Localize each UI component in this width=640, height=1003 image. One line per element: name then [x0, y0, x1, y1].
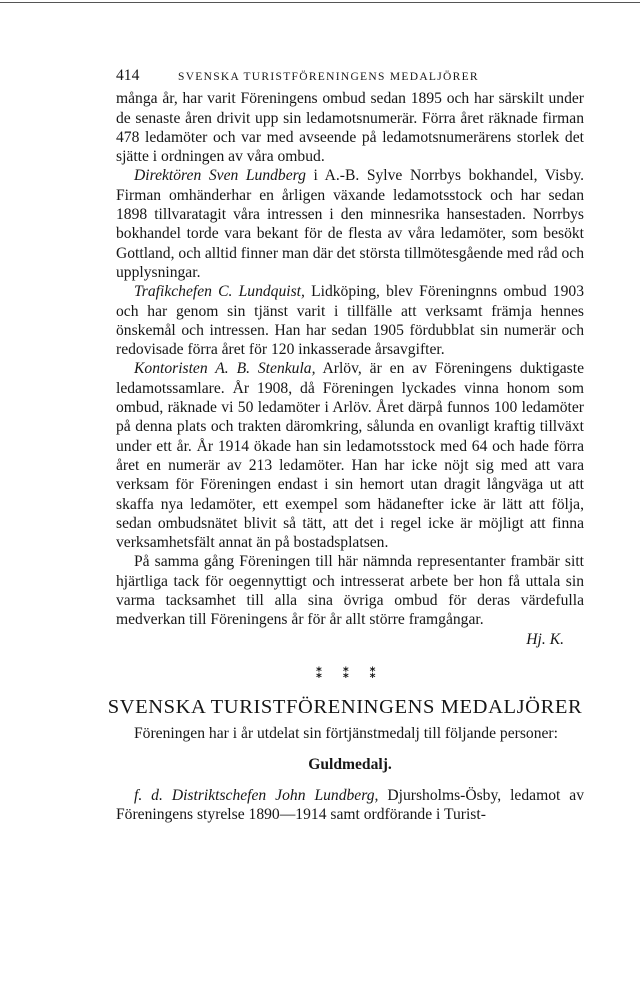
entry-lead: f. d. Distriktschefen John Lundberg, — [134, 787, 379, 805]
paragraph-sven-lundberg — [116, 166, 584, 282]
signature-line — [116, 630, 584, 649]
author-signature: Hj. K. — [526, 630, 564, 648]
paragraph-text: Lidköping, blev Föreningnns ombud 1903 och har genom sin tjänst varit i tillfälle att verksamt främja hennes önskemål och intressen. Han har sedan 1905 fördubblat sin numerär och redovisade förra året för 120 inkasserade årsavgifter. — [116, 283, 584, 359]
page-number: 414 — [116, 67, 140, 84]
section-intro: Föreningen har i år utdelat sin förtjänstmedalj till följande personer: — [134, 724, 558, 742]
paragraph-ombud-firma — [116, 89, 584, 166]
section-heading: SVENSKA TURISTFÖRENINGENS MEDALJÖRER — [107, 696, 583, 719]
paragraph-lead: Trafikchefen C. Lundquist, — [134, 283, 305, 301]
paragraph-lead: Kontoristen A. B. Stenkula, — [134, 360, 316, 378]
medal-subheading: Guldmedalj. — [308, 755, 392, 773]
paragraph-text: många år, har varit Föreningens ombud sedan 1895 och har särskilt under de senaste åren drivit upp sin ledamotsnumerär. Förra året räknade firman 478 ledamöter och var med avseende på ledamotsnumerärens storlek det sjätte i ordningen av våra ombud. — [116, 90, 584, 166]
paragraph-text: i A.-B. Sylve Norrbys bokhandel, Visby. Firman omhänderhar en årligen växande ledamotsstock och har sedan 1898 tillvaratagit våra intressen i den minnesrika hansestaden. Norrbys bokhandel torde vara bekant för de flesta av våra ledamöter, som besökt Gottland, och alltid finner man där det största tillmötesgående med råd och upplysningar. — [116, 167, 584, 281]
paragraph-c-lundquist — [116, 282, 584, 359]
book-page — [107, 66, 584, 825]
paragraph-text: Arlöv, är en av Föreningens duktigaste ledamotssamlare. År 1908, då Föreningen lyckades vinna honom som ombud, räknade vi 50 ledamöter i Arlöv. Året därpå funnos 100 ledamöter på denna plats och trakten däromkring, sålunda en ovanligt kraftig tillväxt under ett år. År 1914 ökade han sin ledamotsstock med 64 och hade förra året en numerär av 213 ledamöter. Han har icke nöjt sig med att vara verksam för Föreningen endast i sin hemort utan dragit långväga ut att skaffa nya ledamöter, ett exempel som hädanefter icke är lätt att följa, sedan ombudsnätet blivit så tätt, att det i regel icke är möjligt att finna verksamhetsfält annat än på bostadsplatsen. — [116, 360, 584, 552]
paragraph-lead: Direktören Sven Lundberg — [134, 167, 306, 185]
page-header — [116, 66, 584, 87]
paragraph-closing — [116, 552, 584, 629]
entry-text: Djursholms-Ösby, ledamot av Föreningens styrelse 1890—1914 samt ordförande i Turist- — [116, 787, 584, 824]
paragraph-stenkula — [116, 359, 584, 552]
top-rule — [0, 2, 640, 3]
closing-text: På samma gång Föreningen till här nämnda representanter frambär sitt hjärtliga tack för oegennyttigt och intresserat arbete ber hon få uttala sin varma tacksamhet till alla sina övriga ombud för deras värdefulla medverkan till Föreningens år för år allt större framgångar. — [116, 553, 584, 629]
running-title: SVENSKA TURISTFÖRENINGENS MEDALJÖRER — [178, 71, 479, 83]
medal-entry — [116, 786, 584, 825]
section-ornament: ⁑ ⁑ ⁑ — [315, 666, 385, 682]
